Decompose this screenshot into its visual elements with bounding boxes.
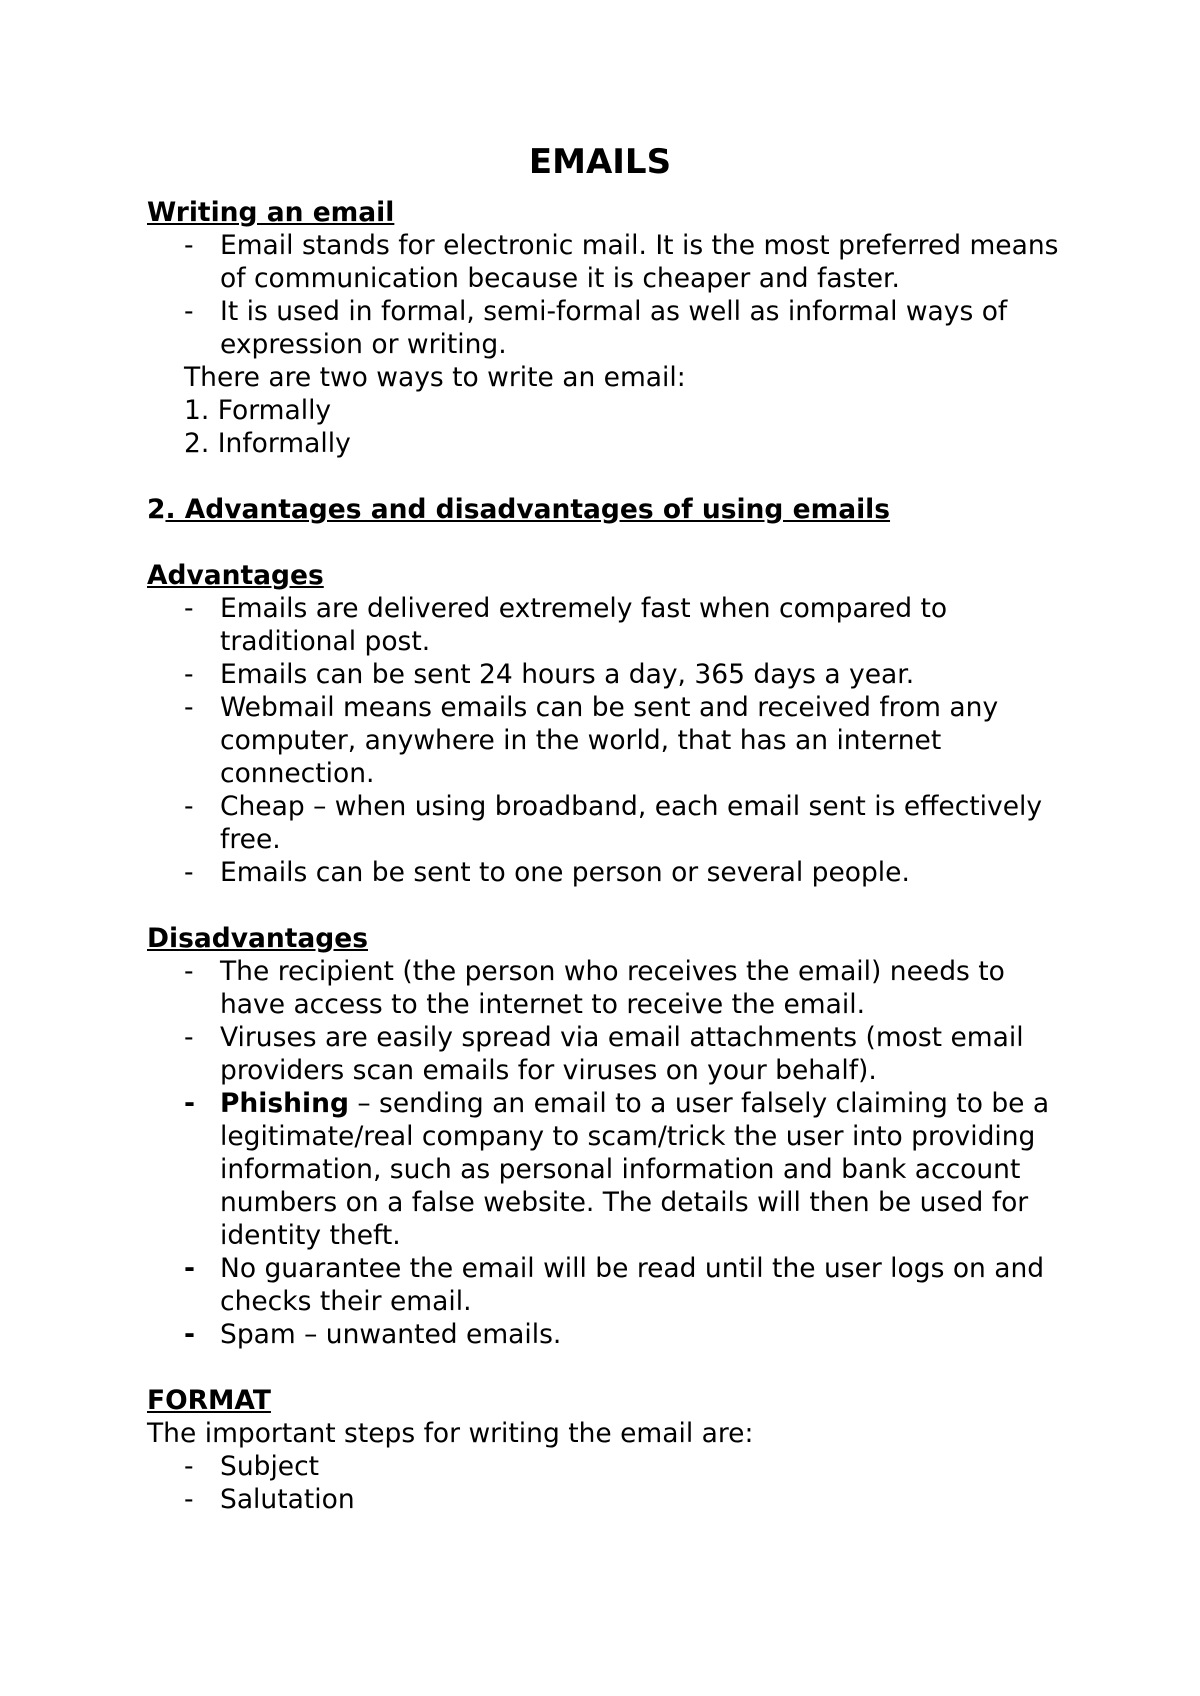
section-heading-adv-disadv: 2. Advantages and disadvantages of using emails: [147, 494, 891, 525]
list-item: - No guarantee the email will be read until the user logs on and checks their email.: [184, 1253, 1045, 1317]
format-intro: The important steps for writing the email are:: [147, 1418, 754, 1449]
section-heading-writing: Writing an email: [147, 197, 395, 228]
list-item: - It is used in formal, semi-formal as well as informal ways of expression or writing.: [184, 296, 1008, 360]
section-heading-advantages: Advantages: [147, 560, 324, 591]
dash-marker: -: [184, 692, 194, 723]
page-title: EMAILS: [528, 142, 672, 182]
list-item: - Salutation: [184, 1484, 355, 1515]
list-item: - Phishing – sending an email to a user falsely claiming to be a legitimate/real company to scam/trick the user into providing information, such as personal information and bank account numbers on a false website. The details will then be used for identity theft.: [184, 1088, 1050, 1251]
section-heading-disadvantages: Disadvantages: [147, 923, 368, 954]
dash-marker: -: [184, 1253, 195, 1284]
list-item: - Webmail means emails can be sent and received from any computer, anywhere in the world, that has an internet connection.: [184, 692, 999, 789]
list-item: 2. Informally: [184, 428, 351, 459]
list-item: - Email stands for electronic mail. It is the most preferred means of communication because it is cheaper and faster.: [184, 230, 1059, 294]
dash-marker: -: [184, 1484, 194, 1515]
disadvantages-list: [147, 955, 1077, 1351]
dash-marker: -: [184, 1022, 194, 1053]
dash-marker: -: [184, 593, 194, 624]
dash-marker: -: [184, 1319, 195, 1350]
dash-marker: -: [184, 230, 194, 261]
phishing-term: Phishing: [220, 1088, 349, 1119]
list-item: - Emails can be sent 24 hours a day, 365 days a year.: [184, 659, 915, 690]
list-item: 1. Formally: [184, 395, 332, 426]
advantages-list: [147, 592, 1077, 889]
list-item: - The recipient (the person who receives the email) needs to have access to the internet to receive the email.: [184, 956, 1005, 1020]
list-item: - Emails can be sent to one person or several people.: [184, 857, 910, 888]
dash-marker: -: [184, 857, 194, 888]
list-item: - Cheap – when using broadband, each email sent is effectively free.: [184, 791, 1043, 855]
list-item: - Viruses are easily spread via email attachments (most email providers scan emails for viruses on your behalf).: [184, 1022, 1024, 1086]
ways-intro: There are two ways to write an email:: [184, 362, 686, 393]
format-steps-list: [147, 1450, 1077, 1516]
ways-list: [147, 394, 1077, 460]
dash-marker: -: [184, 956, 194, 987]
dash-marker: -: [184, 1451, 194, 1482]
dash-marker: -: [184, 1088, 195, 1119]
dash-marker: -: [184, 296, 194, 327]
writing-bullet-list: [147, 229, 1077, 361]
list-item: - Subject: [184, 1451, 320, 1482]
list-item: - Emails are delivered extremely fast when compared to traditional post.: [184, 593, 948, 657]
dash-marker: -: [184, 791, 194, 822]
dash-marker: -: [184, 659, 194, 690]
section-heading-format: FORMAT: [147, 1385, 271, 1416]
document-page: [147, 140, 1077, 1516]
list-item: - Spam – unwanted emails.: [184, 1319, 562, 1350]
